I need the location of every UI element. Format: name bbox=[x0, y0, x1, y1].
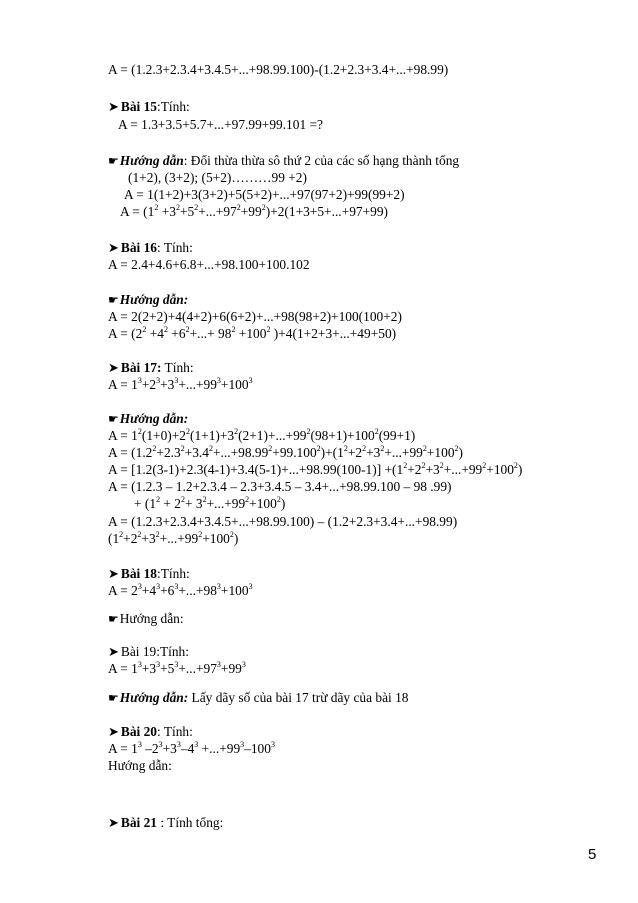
text-segment: Bài 18 bbox=[120, 566, 157, 581]
text-segment: A = 1 bbox=[108, 428, 138, 443]
exercise-19-heading bbox=[108, 644, 189, 661]
text-line bbox=[108, 309, 402, 325]
exponent: 2 bbox=[155, 529, 160, 539]
hint-17-heading bbox=[108, 411, 188, 427]
text-segment: +100 bbox=[486, 462, 514, 477]
text-segment: Lấy dãy số của bài 17 trừ dãy của bài 18 bbox=[188, 690, 409, 705]
text-segment: (99+1) bbox=[378, 428, 416, 443]
exponent: 3 bbox=[137, 659, 142, 669]
pointing-hand-icon: ☛ bbox=[108, 412, 119, 426]
exponent: 2 bbox=[513, 460, 518, 470]
exponent: 3 bbox=[194, 739, 199, 749]
text-line bbox=[108, 257, 310, 273]
exponent: 2 bbox=[119, 529, 124, 539]
exponent: 3 bbox=[216, 375, 221, 385]
formula-line bbox=[108, 661, 246, 677]
text-segment: (2+1)+...+99 bbox=[238, 428, 307, 443]
text-segment: +2 bbox=[123, 531, 138, 546]
text-segment: :Tính: bbox=[157, 566, 190, 581]
text-segment: Bài 15 bbox=[120, 99, 157, 114]
formula-line bbox=[108, 377, 253, 393]
exponent: 2 bbox=[374, 426, 379, 436]
exponent: 3 bbox=[156, 581, 161, 591]
formula-line bbox=[108, 583, 253, 599]
hint-20-heading bbox=[108, 758, 172, 774]
exercise-20-heading bbox=[108, 724, 193, 741]
exponent: 2 bbox=[175, 202, 180, 212]
text-segment: ) bbox=[280, 496, 286, 511]
exponent: 3 bbox=[270, 739, 275, 749]
exercise-17-heading bbox=[108, 360, 194, 377]
text-segment: (1+2), (3+2); (5+2)………99 +2) bbox=[128, 170, 307, 185]
text-segment: Hướng dẫn: bbox=[108, 758, 172, 773]
text-segment: +3 bbox=[425, 462, 440, 477]
text-segment: A = 1(1+2)+3(3+2)+5(5+2)+...+97(97+2)+99(99+2) bbox=[124, 187, 405, 202]
text-segment: : Tính: bbox=[157, 724, 193, 739]
text-segment: ) bbox=[517, 462, 523, 477]
text-segment: +100 bbox=[220, 377, 249, 392]
text-segment: +4 bbox=[146, 326, 164, 341]
text-segment: Hướng dẫn: bbox=[119, 611, 184, 626]
text-segment: +100 bbox=[249, 496, 277, 511]
text-segment: Hướng dẫn: bbox=[119, 690, 189, 705]
exponent: 3 bbox=[137, 739, 142, 749]
text-segment: +100 bbox=[202, 531, 230, 546]
text-segment: Hướng dẫn: bbox=[119, 292, 189, 307]
text-line bbox=[108, 62, 448, 78]
exponent: 2 bbox=[316, 443, 321, 453]
hint-18-heading bbox=[108, 611, 184, 627]
text-segment: +99 bbox=[240, 204, 262, 219]
text-segment: –4 bbox=[180, 741, 195, 756]
text-segment: +...+97 bbox=[178, 661, 217, 676]
text-segment: +...+99 bbox=[443, 462, 483, 477]
text-segment: Bài 20 bbox=[120, 724, 157, 739]
text-line bbox=[128, 170, 307, 186]
exponent: 3 bbox=[248, 581, 253, 591]
text-line bbox=[108, 514, 457, 530]
text-segment: +99 bbox=[220, 661, 242, 676]
text-segment: +...+99 bbox=[384, 445, 423, 460]
hint-19-heading bbox=[108, 690, 409, 706]
text-segment: A = (1.2.3+2.3.4+3.4.5+...+98.99.100) – (1.2+2.3+3.4+...+98.99) bbox=[108, 514, 458, 529]
text-segment: +2.3 bbox=[156, 445, 181, 460]
text-segment: (1 bbox=[108, 531, 120, 546]
exponent: 2 bbox=[152, 443, 157, 453]
arrow-icon: ➤ bbox=[108, 567, 119, 582]
text-segment: +...+99 bbox=[198, 741, 241, 756]
exponent: 2 bbox=[185, 324, 190, 334]
exercise-21-heading bbox=[108, 815, 223, 832]
pointing-hand-icon: ☛ bbox=[108, 691, 119, 705]
exponent: 3 bbox=[241, 659, 246, 669]
formula-line bbox=[120, 204, 388, 220]
exponent: 3 bbox=[137, 375, 142, 385]
pointing-hand-icon: ☛ bbox=[108, 612, 119, 626]
formula-line bbox=[108, 428, 415, 444]
exponent: 3 bbox=[174, 659, 179, 669]
exponent: 2 bbox=[185, 426, 190, 436]
text-segment: +...+ 98 bbox=[189, 326, 232, 341]
text-segment: Tính: bbox=[161, 360, 194, 375]
exponent: 3 bbox=[158, 739, 163, 749]
text-segment: +3 bbox=[160, 377, 175, 392]
text-segment: : Tính tổng: bbox=[157, 815, 224, 830]
text-segment: +3 bbox=[162, 741, 177, 756]
text-segment: +100 bbox=[220, 583, 249, 598]
arrow-icon: ➤ bbox=[108, 100, 119, 115]
formula-line bbox=[108, 462, 522, 478]
text-segment: +3 bbox=[141, 531, 156, 546]
text-segment: A = (1.2 bbox=[108, 445, 153, 460]
exponent: 2 bbox=[208, 443, 213, 453]
text-segment: +...+98 bbox=[178, 583, 217, 598]
text-segment: +100 bbox=[426, 445, 455, 460]
exponent: 2 bbox=[234, 426, 239, 436]
exponent: 2 bbox=[137, 529, 142, 539]
formula-line bbox=[108, 741, 275, 757]
text-segment: A = 1.3+3.5+5.7+...+97.99+99.101 =? bbox=[118, 117, 323, 132]
text-segment: –2 bbox=[141, 741, 159, 756]
text-segment: A = 1 bbox=[108, 741, 138, 756]
exponent: 2 bbox=[482, 460, 487, 470]
exponent: 3 bbox=[174, 375, 179, 385]
text-segment: +...+97 bbox=[198, 204, 237, 219]
exponent: 3 bbox=[216, 581, 221, 591]
hint-15-heading bbox=[108, 153, 459, 169]
exponent: 2 bbox=[198, 529, 203, 539]
text-segment: Bài 17: bbox=[120, 360, 162, 375]
text-segment: : Đổi thừa thừa sô thứ 2 của các số hạng thành tổng bbox=[183, 153, 460, 168]
exponent: 3 bbox=[240, 739, 245, 749]
exponent: 2 bbox=[236, 202, 241, 212]
text-segment: Hướng dẫn: bbox=[119, 411, 189, 426]
text-segment: + 2 bbox=[160, 496, 182, 511]
exponent: 2 bbox=[180, 443, 185, 453]
exponent: 2 bbox=[229, 529, 234, 539]
exponent: 3 bbox=[216, 659, 221, 669]
text-segment: : Tính: bbox=[157, 240, 193, 255]
exponent: 2 bbox=[454, 443, 459, 453]
text-segment: (1+1)+3 bbox=[189, 428, 235, 443]
text-segment: Bài 21 bbox=[120, 815, 157, 830]
text-segment: +...+99 bbox=[206, 496, 246, 511]
exponent: 3 bbox=[156, 659, 161, 669]
exponent: 2 bbox=[137, 426, 142, 436]
formula-line bbox=[108, 531, 238, 547]
text-segment: A = (2 bbox=[108, 326, 143, 341]
text-line bbox=[108, 479, 452, 495]
text-segment: –100 bbox=[244, 741, 271, 756]
text-segment: +6 bbox=[167, 326, 186, 341]
text-segment: + 3 bbox=[185, 496, 203, 511]
exponent: 2 bbox=[194, 202, 199, 212]
text-segment: +...+99 bbox=[159, 531, 199, 546]
text-line bbox=[124, 187, 405, 203]
text-segment: +5 bbox=[179, 204, 195, 219]
formula-line bbox=[108, 326, 396, 342]
exponent: 3 bbox=[156, 375, 161, 385]
text-segment: ) bbox=[233, 531, 239, 546]
exponent: 2 bbox=[306, 426, 311, 436]
pointing-hand-icon: ☛ bbox=[108, 154, 119, 168]
text-segment: +2 bbox=[141, 377, 157, 392]
text-segment: A = 1 bbox=[108, 661, 138, 676]
text-segment: :Tính: bbox=[157, 99, 190, 114]
page-number: 5 bbox=[588, 846, 597, 863]
arrow-icon: ➤ bbox=[108, 241, 119, 256]
exponent: 2 bbox=[142, 324, 147, 334]
hint-16-heading bbox=[108, 292, 188, 308]
text-segment: +3 bbox=[141, 661, 157, 676]
text-segment: +...+99 bbox=[178, 377, 217, 392]
exponent: 3 bbox=[176, 739, 181, 749]
text-segment: Bài 16 bbox=[120, 240, 157, 255]
exponent: 2 bbox=[380, 443, 385, 453]
exponent: 2 bbox=[181, 494, 186, 504]
exponent: 3 bbox=[137, 581, 142, 591]
exponent: 2 bbox=[268, 443, 273, 453]
text-segment: A = 2 bbox=[108, 583, 138, 598]
text-segment: + (1 bbox=[134, 496, 157, 511]
pointing-hand-icon: ☛ bbox=[108, 293, 119, 307]
exercise-16-heading bbox=[108, 240, 193, 257]
text-segment: (98+1)+100 bbox=[310, 428, 375, 443]
text-segment: +6 bbox=[160, 583, 175, 598]
exponent: 2 bbox=[403, 460, 408, 470]
arrow-icon: ➤ bbox=[108, 645, 119, 660]
formula-line bbox=[134, 496, 285, 512]
exponent: 2 bbox=[439, 460, 444, 470]
text-segment: A = [1.2(3-1)+2.3(4-1)+3.4(5-1)+...+98.99(100-1)] +(1 bbox=[108, 462, 404, 477]
text-segment: +3 bbox=[366, 445, 381, 460]
text-segment: Bài 19:Tính: bbox=[120, 644, 189, 659]
text-segment: A = (1 bbox=[120, 204, 155, 219]
text-segment: +2 bbox=[407, 462, 422, 477]
text-segment: +5 bbox=[160, 661, 175, 676]
exponent: 2 bbox=[343, 443, 348, 453]
exponent: 2 bbox=[422, 443, 427, 453]
text-segment: A = 1 bbox=[108, 377, 138, 392]
exponent: 2 bbox=[245, 494, 250, 504]
exponent: 2 bbox=[266, 324, 271, 334]
arrow-icon: ➤ bbox=[108, 816, 119, 831]
text-line bbox=[118, 117, 323, 133]
arrow-icon: ➤ bbox=[108, 361, 119, 376]
exponent: 3 bbox=[174, 581, 179, 591]
text-segment: (1+0)+2 bbox=[141, 428, 186, 443]
text-segment: A = 2.4+4.6+6.8+...+98.100+100.102 bbox=[108, 257, 310, 272]
text-segment: +4 bbox=[141, 583, 157, 598]
exponent: 2 bbox=[362, 443, 367, 453]
text-segment: )+(1 bbox=[320, 445, 344, 460]
text-segment: Hướng dẫn bbox=[119, 153, 184, 168]
text-segment: +...+98.99 bbox=[212, 445, 269, 460]
exponent: 3 bbox=[248, 375, 253, 385]
exponent: 2 bbox=[231, 324, 236, 334]
text-segment: )+2(1+3+5+...+97+99) bbox=[265, 204, 388, 219]
exponent: 2 bbox=[163, 324, 168, 334]
text-segment: )+4(1+2+3+...+49+50) bbox=[270, 326, 397, 341]
text-segment: +3 bbox=[158, 204, 176, 219]
text-segment: +3.4 bbox=[184, 445, 209, 460]
text-segment: +100 bbox=[235, 326, 267, 341]
exercise-15-heading bbox=[108, 99, 190, 116]
text-segment: A = 2(2+2)+4(4+2)+6(6+2)+...+98(98+2)+100(100+2) bbox=[108, 309, 402, 324]
exponent: 2 bbox=[276, 494, 281, 504]
formula-line bbox=[108, 445, 463, 461]
text-segment: +99.100 bbox=[272, 445, 317, 460]
text-segment: A = (1.2.3 – 1.2+2.3.4 – 2.3+3.4.5 – 3.4+...+98.99.100 – 98 .99) bbox=[108, 479, 452, 494]
exponent: 2 bbox=[154, 202, 159, 212]
text-segment: A = (1.2.3+2.3.4+3.4.5+...+98.99.100)-(1.2+2.3+3.4+...+98.99) bbox=[108, 62, 449, 77]
exponent: 2 bbox=[202, 494, 207, 504]
exercise-18-heading bbox=[108, 566, 190, 583]
exponent: 2 bbox=[421, 460, 426, 470]
exponent: 2 bbox=[156, 494, 161, 504]
text-segment: ) bbox=[458, 445, 463, 460]
exponent: 2 bbox=[261, 202, 266, 212]
text-segment: +2 bbox=[347, 445, 363, 460]
arrow-icon: ➤ bbox=[108, 725, 119, 740]
